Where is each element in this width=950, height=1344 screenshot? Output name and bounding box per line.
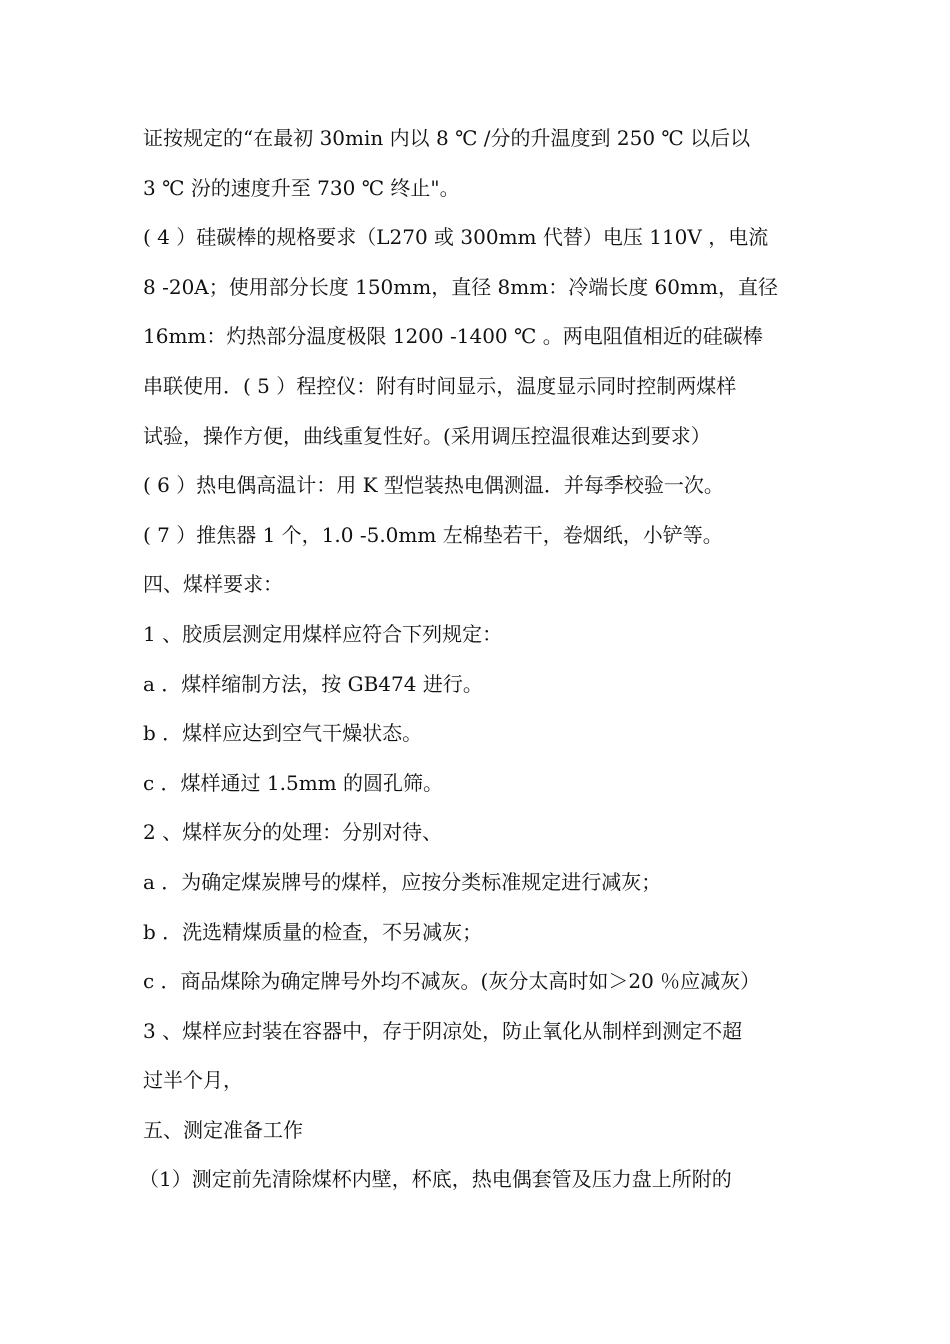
text-line: 证按规定的“在最初 30min 内以 8 ℃ /分的升温度到 250 ℃ 以后以 — [143, 126, 751, 150]
list-item: b ．洗选精煤质量的检查，不另减灰； — [143, 919, 483, 944]
text-line: 3 ℃ 汾的速度升至 730 ℃ 终止"。 — [143, 175, 460, 200]
text-line: 试验，操作方便，曲线重复性好。(采用调压控温很难达到要求） — [143, 423, 711, 448]
section-heading: 五、测定准备工作 — [143, 1117, 303, 1142]
list-item: a ．煤样缩制方法，按 GB474 进行。 — [143, 671, 483, 696]
text-line: 8 -20A；使用部分长度 150mm，直径 8mm：冷端长度 60mm，直径 — [143, 274, 778, 299]
text-line: 1 、胶质层测定用煤样应符合下列规定： — [143, 621, 503, 646]
text-line: 串联使用．( 5 ）程控仪：附有时间显示，温度显示同时控制两煤样 — [143, 373, 737, 398]
list-item: c ．煤样通过 1.5mm 的圆孔筛。 — [143, 770, 444, 795]
text-line: 2 、煤样灰分的处理：分别对待、 — [143, 820, 443, 845]
text-line: ( 7 ）推焦器 1 个，1.0 -5.0mm 左棉垫若干，卷烟纸，小铲等。 — [143, 522, 723, 547]
text-line: 16mm：灼热部分温度极限 1200 -1400 ℃ 。两电阻值相近的硅碳棒 — [143, 324, 763, 349]
text-line: ( 4 ）硅碳棒的规格要求（L270 或 300mm 代替）电压 110V ，电流 — [143, 225, 769, 250]
list-item: a ．为确定煤炭牌号的煤样，应按分类标准规定进行减灰； — [143, 869, 662, 894]
text-line: ( 6 ）热电偶高温计：用 K 型恺装热电偶测温．并每季校验一次。 — [143, 473, 724, 498]
section-heading: 四、煤样要求： — [143, 572, 283, 597]
text-line: 过半个月， — [143, 1068, 243, 1093]
document-body — [139, 114, 813, 1205]
list-item: b ．煤样应达到空气干燥状态。 — [143, 721, 423, 746]
list-item: c ．商品煤除为确定牌号外均不减灰。(灰分太高时如＞20 ％应减灰） — [143, 969, 761, 994]
text-line: 3 、煤样应封装在容器中，存于阴凉处，防止氧化从制样到测定不超 — [143, 1018, 743, 1043]
text-line: （1）测定前先清除煤杯内壁，杯底，热电偶套管及压力盘上所附的 — [139, 1167, 732, 1192]
